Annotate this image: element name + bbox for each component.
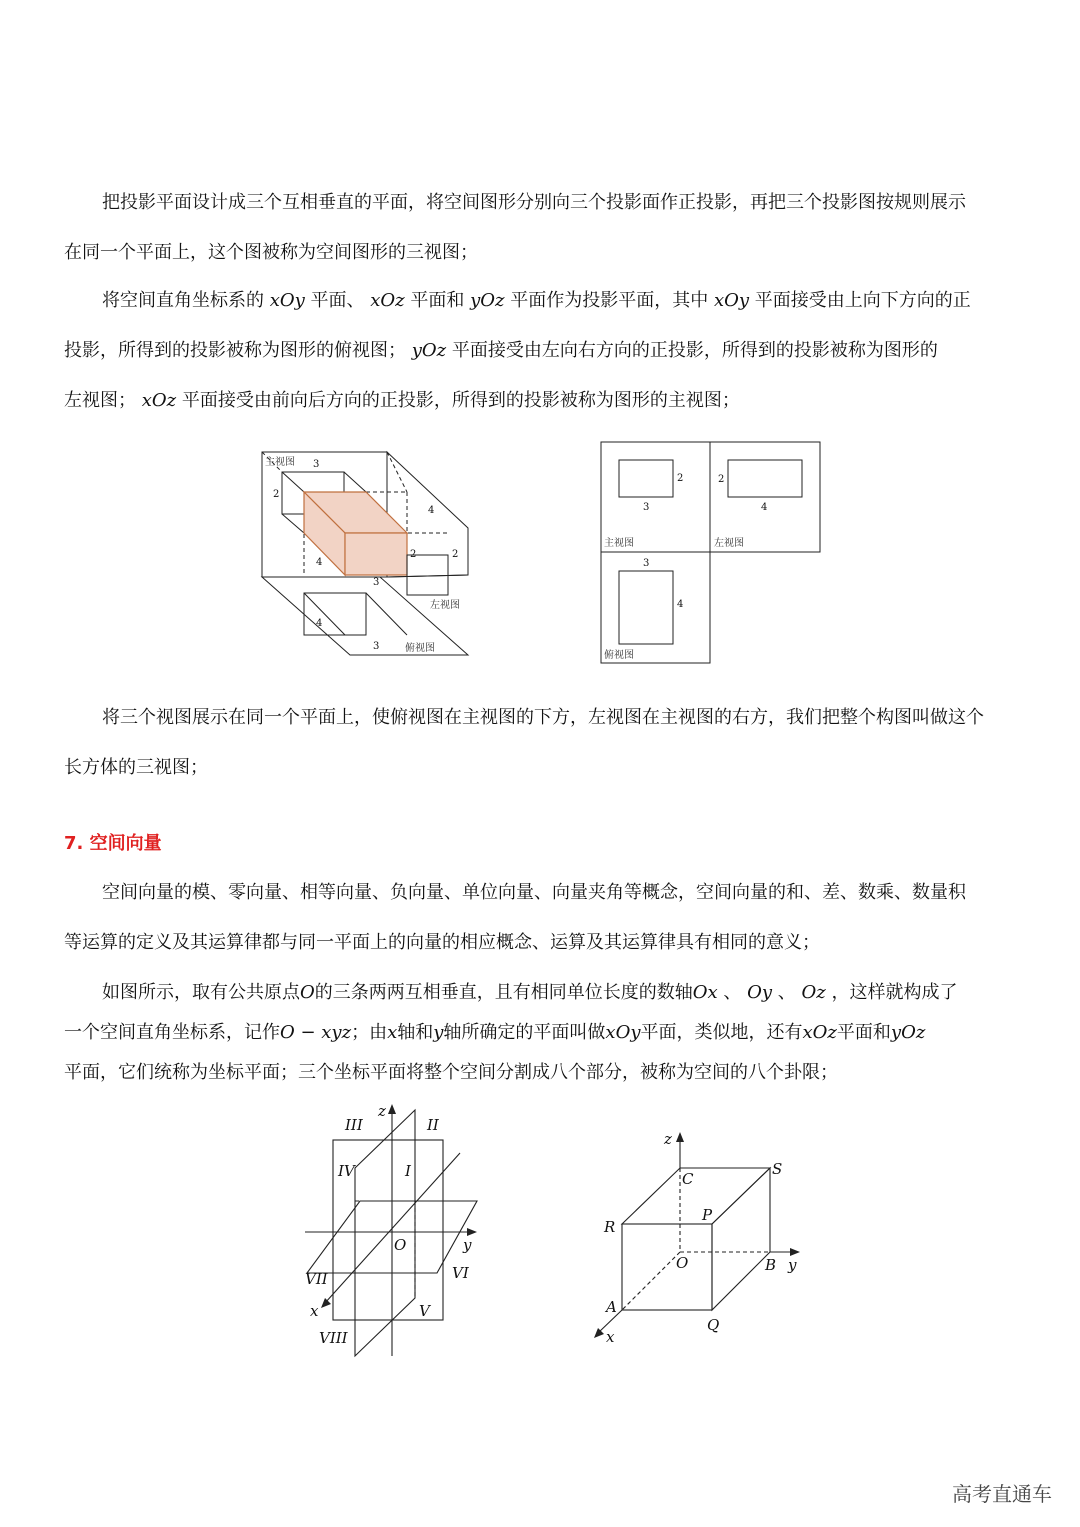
dim-top-w: 3 bbox=[643, 558, 650, 569]
label-front-view: 主视图 bbox=[265, 457, 295, 468]
dim-3: 3 bbox=[373, 577, 380, 588]
origin-label: O bbox=[394, 1236, 407, 1254]
y-arrow-icon bbox=[467, 1228, 477, 1236]
figure-box-projection bbox=[255, 445, 475, 660]
text-line: 投影，所得到的投影被称为图形的俯视图； yOz 平面接受由左向右方向的正投影，所得到的投影被称为图形的 bbox=[64, 340, 938, 361]
text-line: 如图所示，取有公共原点O的三条两两互相垂直，且有相同单位长度的数轴Ox 、 Oy 、 Oz ，这样就构成了 bbox=[102, 982, 958, 1003]
dim-top-h: 4 bbox=[677, 599, 684, 610]
text-line: 长方体的三视图； bbox=[64, 757, 208, 778]
text-line: 将空间直角坐标系的 xOy 平面、 xOz 平面和 yOz 平面作为投影平面，其中 xOy 平面接受由上向下方向的正 bbox=[102, 290, 971, 311]
dim-4: 4 bbox=[316, 618, 323, 629]
text-line: 把投影平面设计成三个互相垂直的平面，将空间图形分别向三个投影面作正投影，再把三个投影图按规则展示 bbox=[102, 192, 966, 213]
text-line: 空间向量的模、零向量、相等向量、负向量、单位向量、向量夹角等概念，空间向量的和、差、数乘、数量积 bbox=[102, 882, 966, 903]
dim-3: 3 bbox=[373, 641, 380, 652]
text-line: 一个空间直角坐标系，记作O − xyz；由x轴和y轴所确定的平面叫做xOy平面，类似地，还有xOz平面和yOz bbox=[64, 1022, 926, 1043]
dim-4: 4 bbox=[428, 505, 435, 516]
paragraph-coordinate-system bbox=[64, 968, 1034, 1098]
y-arrow-icon bbox=[790, 1248, 800, 1256]
text-line: 平面，它们统称为坐标平面；三个坐标平面将整个空间分割成八个部分，被称为空间的八个卦限； bbox=[64, 1062, 838, 1083]
label-left-view: 左视图 bbox=[714, 538, 744, 549]
octant-VIII: VIII bbox=[319, 1329, 348, 1347]
octant-II: II bbox=[427, 1116, 439, 1134]
dim-left-h: 2 bbox=[718, 474, 725, 485]
dim-3: 3 bbox=[313, 459, 320, 470]
text-line: 左视图； xOz 平面接受由前向后方向的正投影，所得到的投影被称为图形的主视图； bbox=[64, 390, 740, 411]
section-heading: 7. 空间向量 bbox=[64, 833, 162, 854]
paragraph-three-views-layout bbox=[64, 693, 1034, 793]
watermark: 高考直通车 bbox=[952, 1482, 1052, 1506]
paragraph-three-views-intro bbox=[64, 178, 1034, 278]
figure-coordinate-box bbox=[590, 1128, 810, 1348]
axis-x-label: x bbox=[606, 1328, 615, 1346]
octant-I: I bbox=[405, 1162, 411, 1180]
point-P: P bbox=[702, 1206, 713, 1224]
octant-IV: IV bbox=[338, 1162, 355, 1180]
label-top-view: 俯视图 bbox=[405, 643, 435, 654]
paragraph-space-vectors bbox=[64, 868, 1034, 968]
octant-V: V bbox=[419, 1302, 430, 1320]
axis-z-label: z bbox=[664, 1130, 672, 1148]
dim-4: 4 bbox=[316, 557, 323, 568]
paragraph-projection-planes bbox=[64, 276, 1034, 426]
text-line: 将三个视图展示在同一个平面上，使俯视图在主视图的下方，左视图在主视图的右方，我们把整个构图叫做这个 bbox=[102, 707, 984, 728]
dim-front-w: 3 bbox=[643, 502, 650, 513]
figure-three-views-layout bbox=[598, 440, 824, 666]
axis-z-label: z bbox=[378, 1102, 386, 1120]
octant-VII: VII bbox=[305, 1270, 328, 1288]
octant-VI: VI bbox=[452, 1264, 469, 1282]
origin-label: O bbox=[676, 1254, 689, 1272]
point-Q: Q bbox=[707, 1316, 720, 1334]
label-left-view: 左视图 bbox=[430, 600, 460, 611]
text-line: 等运算的定义及其运算律都与同一平面上的向量的相应概念、运算及其运算律具有相同的意义； bbox=[64, 932, 820, 953]
point-A: A bbox=[606, 1298, 617, 1316]
dim-2: 2 bbox=[410, 549, 417, 560]
octant-III: III bbox=[345, 1116, 363, 1134]
point-S: S bbox=[772, 1160, 783, 1178]
label-top-view: 俯视图 bbox=[604, 650, 634, 661]
z-arrow-icon bbox=[676, 1132, 684, 1142]
dim-left-w: 4 bbox=[761, 502, 768, 513]
axis-y-label: y bbox=[788, 1256, 797, 1274]
z-arrow-icon bbox=[388, 1104, 396, 1114]
dim-2: 2 bbox=[452, 549, 459, 560]
text-line: 在同一个平面上，这个图被称为空间图形的三视图； bbox=[64, 242, 478, 263]
point-R: R bbox=[604, 1218, 616, 1236]
figure-eight-octants bbox=[295, 1098, 485, 1360]
x-arrow-icon bbox=[594, 1328, 604, 1338]
dim-2: 2 bbox=[273, 489, 280, 500]
axis-y-label: y bbox=[463, 1236, 472, 1254]
x-arrow-icon bbox=[321, 1298, 331, 1308]
point-B: B bbox=[765, 1256, 777, 1274]
point-C: C bbox=[682, 1170, 694, 1188]
dim-front-h: 2 bbox=[677, 473, 684, 484]
label-front-view: 主视图 bbox=[604, 538, 634, 549]
axis-x-label: x bbox=[310, 1302, 319, 1320]
